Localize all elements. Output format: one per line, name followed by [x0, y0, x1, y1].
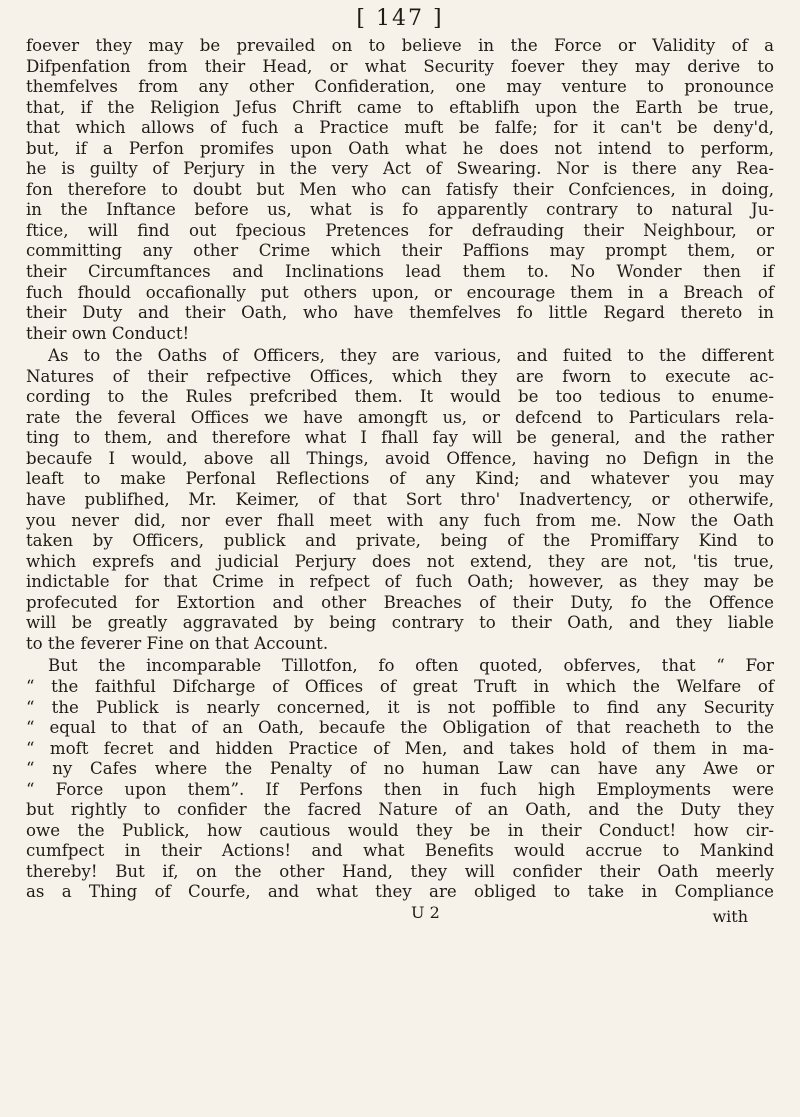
text-line: their Circumftances and Inclinations lead them to. No Wonder then if [26, 262, 774, 282]
text-line: Difpenfation from their Head, or what Security foever they may derive to [26, 56, 774, 76]
text-line: in the Inftance before us, what is fo apparently contrary to natural Ju- [26, 200, 774, 220]
page-number-header: [ 147 ] [356, 6, 444, 31]
text-line: cumfpect in their Actions! and what Benefits would accrue to Mankind [26, 841, 774, 861]
text-line: owe the Publick, how cautious would they be in their Conduct! how cir- [26, 820, 774, 840]
text-line: profecuted for Extortion and other Breaches of their Duty, fo the Offence [26, 592, 774, 612]
text-line: indictable for that Crime in refpect of fuch Oath; however, as they may be [26, 572, 774, 592]
text-line: which exprefs and judicial Perjury does not extend, they are not, 'tis true, [26, 551, 774, 571]
text-line: committing any other Crime which their Paffions may prompt them, or [26, 241, 774, 261]
text-line: rate the feveral Offices we have amongft us, or defcend to Particulars rela- [26, 407, 774, 427]
paragraph-tillotson-quote [26, 656, 774, 903]
text-line: “ moft fecret and hidden Practice of Men, and takes hold of them in ma- [26, 738, 774, 758]
text-line: that which allows of fuch a Practice muft be falfe; for it can't be deny'd, [26, 118, 774, 138]
text-line: as a Thing of Courfe, and what they are obliged to take in Compliance [26, 882, 774, 902]
text-line: But the incomparable Tillotfon, fo often quoted, obferves, that “ For [48, 656, 774, 676]
text-line: As to the Oaths of Officers, they are various, and fuited to the different [48, 346, 774, 366]
text-line: thereby! But if, on the other Hand, they will confider their Oath meerly [26, 861, 774, 881]
paragraph-oaths-of-officers [26, 346, 774, 654]
text-line: Natures of their refpective Offices, which they are fworn to execute ac- [26, 366, 774, 386]
text-line: becaufe I would, above all Things, avoid Offence, having no Defign in the [26, 448, 774, 468]
text-line: but rightly to confider the facred Nature of an Oath, and the Duty they [26, 800, 774, 820]
text-line: taken by Officers, publick and private, being of the Promiffary Kind to [26, 531, 774, 551]
paragraph-dispensation [26, 36, 774, 344]
text-line: themfelves from any other Confideration, one may venture to pronounce [26, 77, 774, 97]
text-line: that, if the Religion Jefus Chrift came to eftablifh upon the Earth be true, [26, 97, 774, 117]
text-line: “ Force upon them”. If Perfons then in fuch high Employments were [26, 779, 774, 799]
text-line: foever they may be prevailed on to believe in the Force or Validity of a [26, 36, 774, 55]
text-line: their own Conduct! [26, 323, 190, 343]
text-line: ting to them, and therefore what I fhall fay will be general, and the rather [26, 428, 774, 448]
text-line: fon therefore to doubt but Men who can fatisfy their Confciences, in doing, [26, 179, 774, 199]
text-line: to the feverer Fine on that Account. [26, 633, 329, 653]
text-line: will be greatly aggravated by being contrary to their Oath, and they liable [26, 613, 774, 633]
text-line: but, if a Perfon promifes upon Oath what he does not intend to perform, [26, 138, 774, 158]
text-line: “ the faithful Difcharge of Offices of great Truft in which the Welfare of [26, 676, 774, 696]
page-footer [26, 903, 774, 925]
text-line: “ equal to that of an Oath, becaufe the Obligation of that reacheth to the [26, 718, 774, 738]
text-line: fuch fhould occafionally put others upon, or encourage them in a Breach of [26, 282, 774, 302]
body-text [26, 36, 774, 903]
catchword: with [712, 906, 748, 926]
text-line: cording to the Rules prefcribed them. It would be too tedious to enume- [26, 387, 774, 407]
text-line: ftice, will find out fpecious Pretences for defrauding their Neighbour, or [26, 220, 774, 240]
text-line: “ the Publick is nearly concerned, it is not poffible to find any Security [26, 697, 774, 717]
text-line: you never did, nor ever fhall meet with any fuch from me. Now the Oath [26, 510, 774, 530]
text-line: he is guilty of Perjury in the very Act of Swearing. Nor is there any Rea- [26, 159, 774, 179]
text-line: have publifhed, Mr. Keimer, of that Sort thro' Inadvertency, or otherwife, [26, 490, 774, 510]
text-line: leaft to make Perfonal Reflections of any Kind; and whatever you may [26, 469, 774, 489]
text-line: “ ny Cafes where the Penalty of no human Law can have any Awe or [26, 759, 774, 779]
text-line: their Duty and their Oath, who have themfelves fo little Regard thereto in [26, 303, 774, 323]
signature-mark: U 2 [411, 902, 440, 922]
